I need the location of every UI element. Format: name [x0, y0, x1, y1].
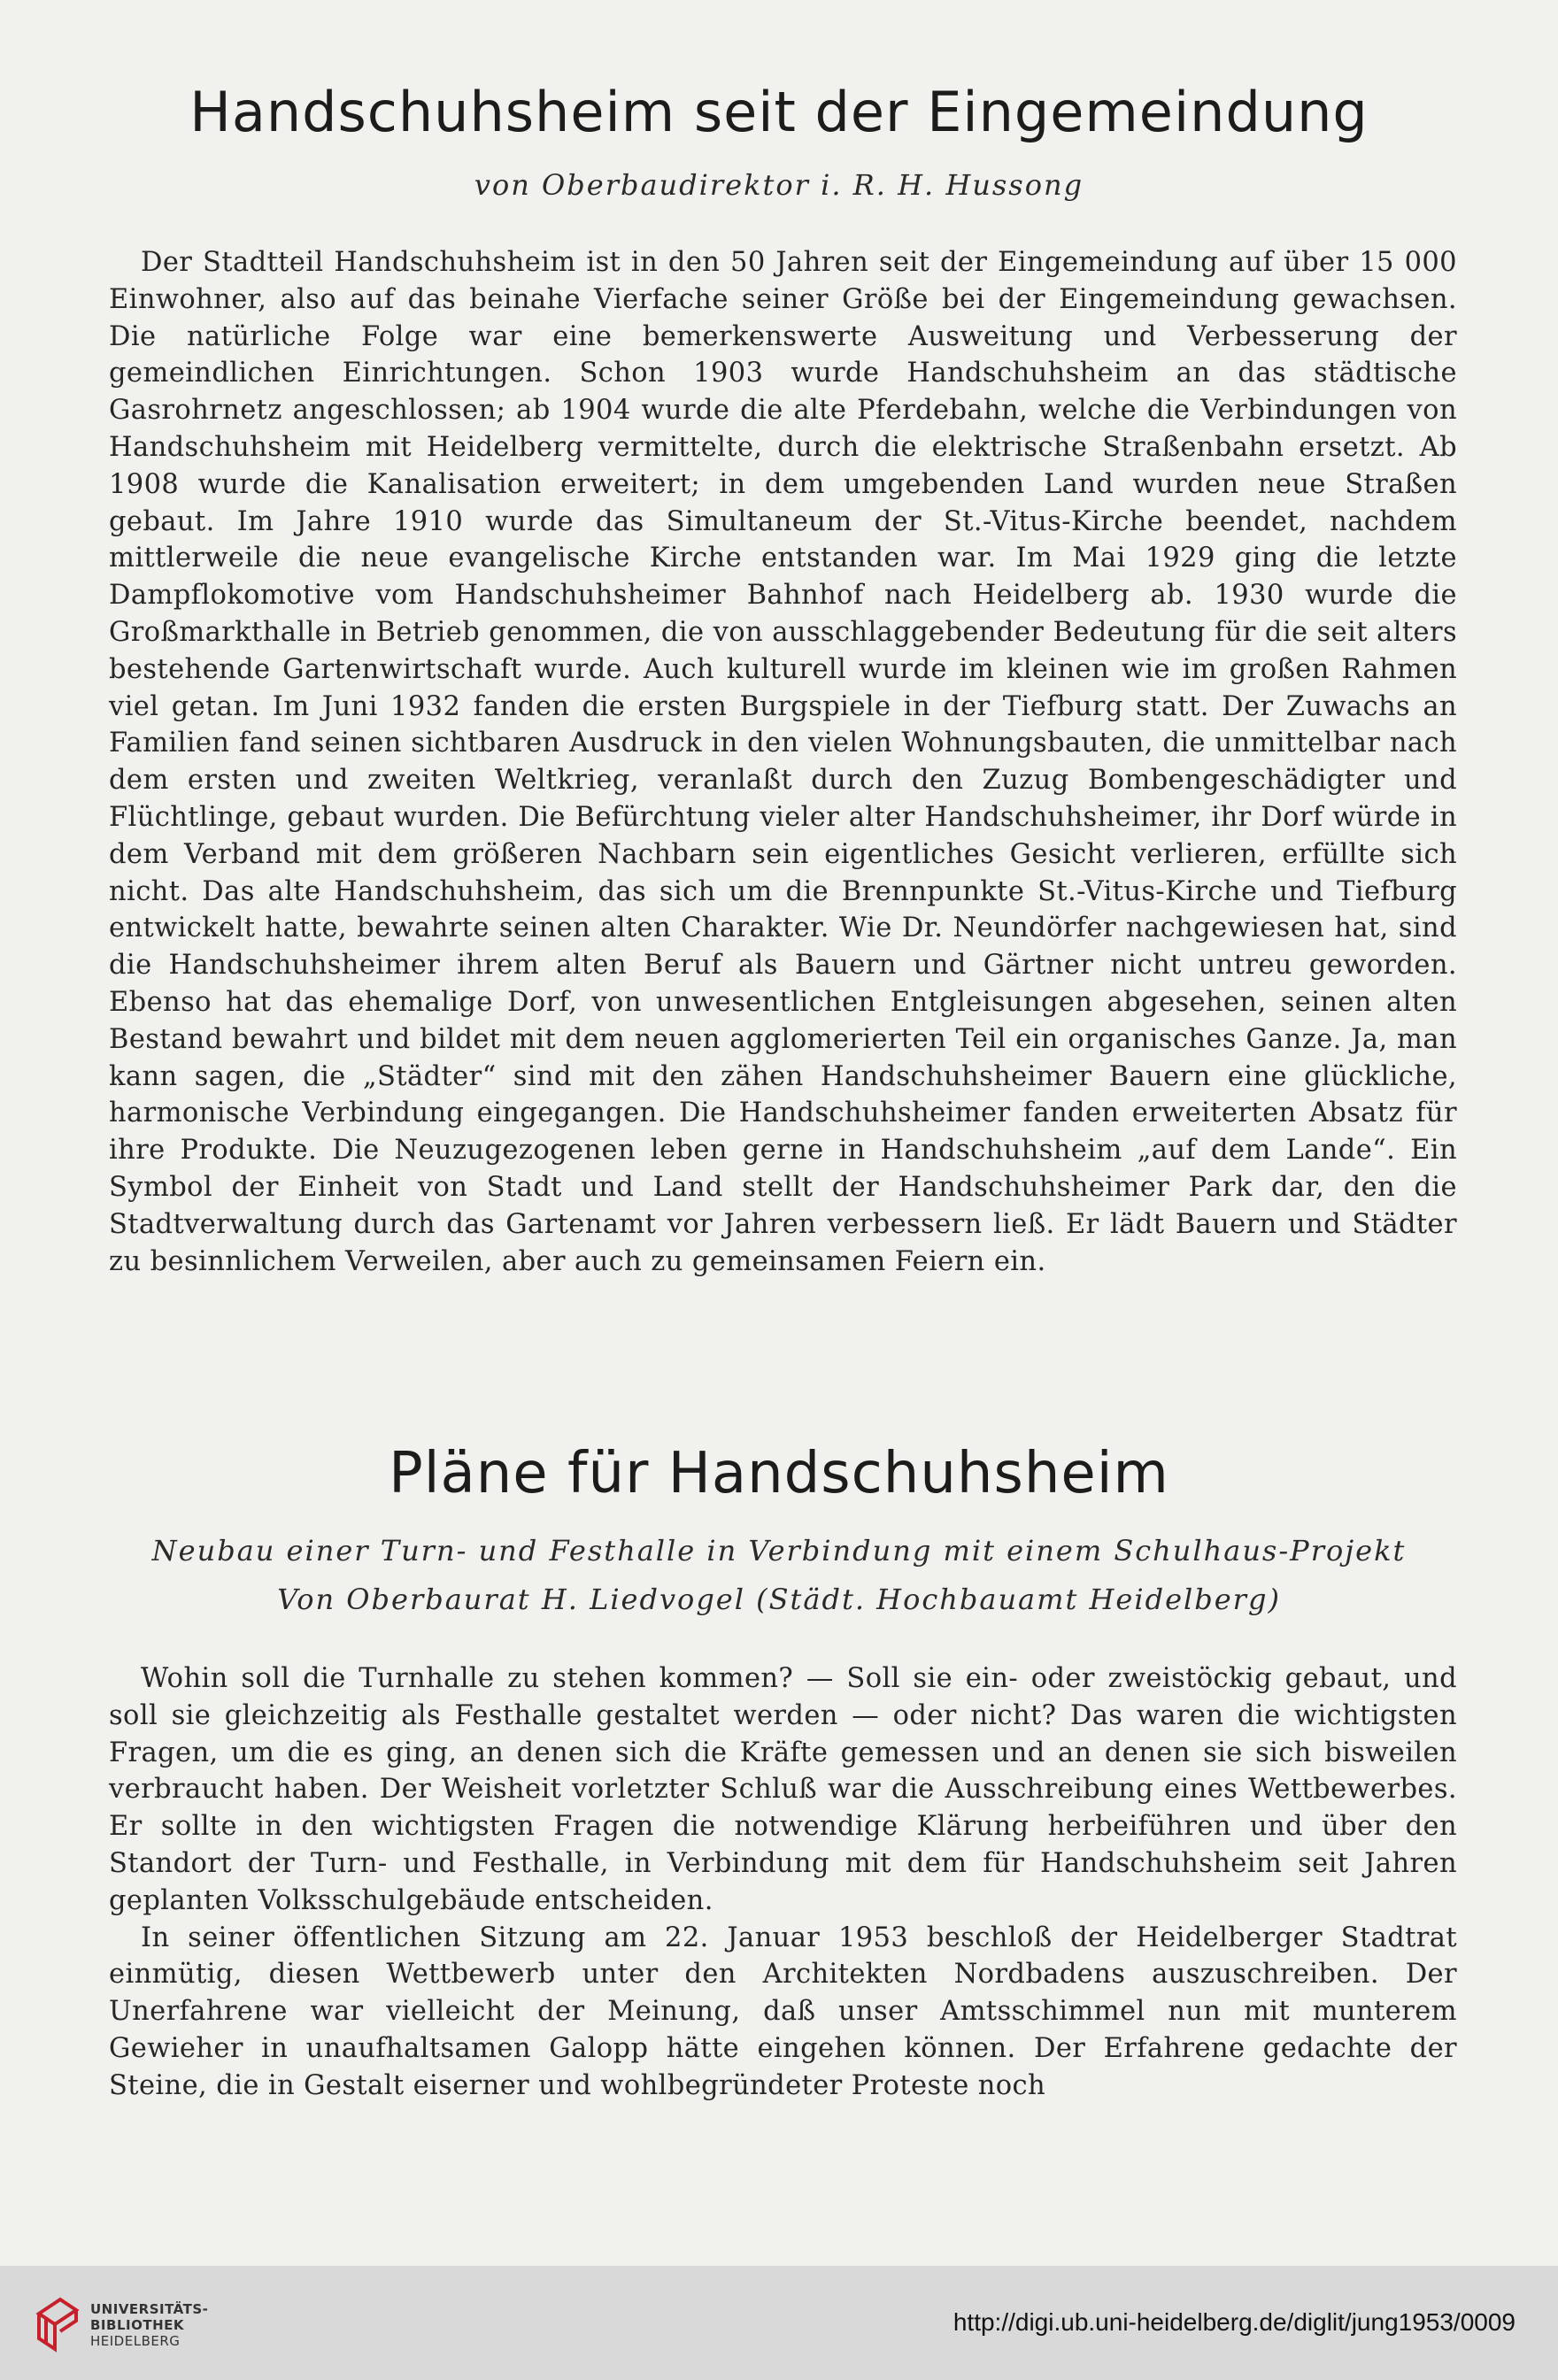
- source-url-link[interactable]: http://digi.ub.uni-heidelberg.de/diglit/jung1953/0009: [953, 2308, 1516, 2336]
- second-article-body: [109, 1660, 1457, 2105]
- footer-bar: [0, 2266, 1558, 2380]
- library-name: [90, 2301, 208, 2349]
- second-article-byline: Von Oberbaurat H. Liedvogel (Städt. Hochbauamt Heidelberg): [277, 1583, 1281, 1616]
- second-article-title: Pläne für Handschuhsheim: [389, 1441, 1169, 1506]
- second-article-subtitle: Neubau einer Turn- und Festhalle in Verbindung mit einem Schulhaus-Projekt: [151, 1534, 1407, 1567]
- article-byline: von Oberbaudirektor i. R. H. Hussong: [474, 168, 1084, 202]
- paragraph: Wohin soll die Turnhalle zu stehen kommen? — Soll sie ein- oder zweistöckig gebaut, und soll sie gleichzeitig als Festhalle gestaltet werden — oder nicht? Das waren die wichtigsten Fragen, um die es ging, an denen sich die Kräfte gemessen und an denen sie sich bisweilen verbraucht haben. Der Weisheit vorletzter Schluß war die Ausschreibung eines Wettbewerbes. Er sollte in den wichtigsten Fragen die notwendige Klärung herbeiführen und über den Standort der Turn- und Festhalle, in Verbindung mit dem für Handschuhsheim seit Jahren geplanten Volksschulgebäude entscheiden.: [109, 1663, 1457, 1916]
- article-body: [109, 244, 1457, 1280]
- library-name-line: HEIDELBERG: [90, 2333, 181, 2349]
- library-name-line: BIBLIOTHEK: [90, 2317, 184, 2333]
- paragraph: Der Stadtteil Handschuhsheim ist in den 50 Jahren seit der Eingemeindung auf über 15 000 Einwohner, also auf das beinahe Vierfache seiner Größe bei der Eingemeindung gewachsen. Die natürliche Folge war eine bemerkenswerte Ausweitung und Verbesserung der gemeindlichen Einrichtungen. Schon 1903 wurde Handschuhsheim an das städtische Gasrohrnetz angeschlossen; ab 1904 wurde die alte Pferdebahn, welche die Verbindungen von Handschuhsheim mit Heidelberg vermittelte, durch die elektrische Straßenbahn ersetzt. Ab 1908 wurde die Kanalisation erweitert; in dem umgebenden Land wurden neue Straßen gebaut. Im Jahre 1910 wurde das Simultaneum der St.-Vitus-Kirche beendet, nachdem mittlerweile die neue evangelische Kirche entstanden war. Im Mai 1929 ging die letzte Dampflokomotive vom Handschuhsheimer Bahnhof nach Heidelberg ab. 1930 wurde die Großmarkthalle in Betrieb genommen, die von ausschlaggebender Bedeutung für die seit alters bestehende Gartenwirtschaft wurde. Auch kulturell wurde im kleinen wie im großen Rahmen viel getan. Im Juni 1932 fanden die ersten Burgspiele in der Tiefburg statt. Der Zuwachs an Familien fand seinen sichtbaren Ausdruck in den vielen Wohnungsbauten, die unmittelbar nach dem ersten und zweiten Weltkrieg, veranlaßt durch den Zuzug Bombengeschädigter und Flüchtlinge, gebaut wurden. Die Befürchtung vieler alter Handschuhsheimer, ihr Dorf würde in dem Verband mit dem größeren Nachbarn sein eigentliches Gesicht verlieren, erfüllte sich nicht. Das alte Handschuhsheim, das sich um die Brennpunkte St.-Vitus-Kirche und Tiefburg entwickelt hatte, bewahrte seinen alten Charakter. Wie Dr. Neundörfer nachgewiesen hat, sind die Handschuhsheimer ihrem alten Beruf als Bauern und Gärtner nicht untreu geworden. Ebenso hat das ehemalige Dorf, von unwesentlichen Entgleisungen abgesehen, seinen alten Bestand bewahrt und bildet mit dem neuen agglomerierten Teil ein organisches Ganze. Ja, man kann sagen, die „Städter“ sind mit den zähen Handschuhsheimer Bauern eine glückliche, harmonische Verbindung eingegangen. Die Handschuhsheimer fanden erweiterten Absatz für ihre Produkte. Die Neuzugezogenen leben gerne in Handschuhsheim „auf dem Lande“. Ein Symbol der Einheit von Stadt und Land stellt der Handschuhsheimer Park dar, den die Stadtverwaltung durch das Gartenamt vor Jahren verbessern ließ. Er lädt Bauern und Städter zu besinnlichem Verweilen, aber auch zu gemeinsamen Feiern ein.: [109, 247, 1457, 1277]
- library-logo-icon: [34, 2294, 81, 2353]
- paragraph: In seiner öffentlichen Sitzung am 22. Januar 1953 beschloß der Heidelberger Stadtrat einmütig, diesen Wettbewerb unter den Architekten Nordbadens auszuschreiben. Der Unerfahrene war vielleicht der Meinung, daß unser Amtsschimmel nun mit munterem Gewieher in unaufhaltsamen Galopp hätte eingehen können. Der Erfahrene gedachte der Steine, die in Gestalt eiserner und wohlbegründeter Proteste noch: [109, 1922, 1457, 2101]
- article-title: Handschuhsheim seit der Eingemeindung: [189, 80, 1369, 144]
- library-name-line: UNIVERSITÄTS-: [90, 2301, 209, 2317]
